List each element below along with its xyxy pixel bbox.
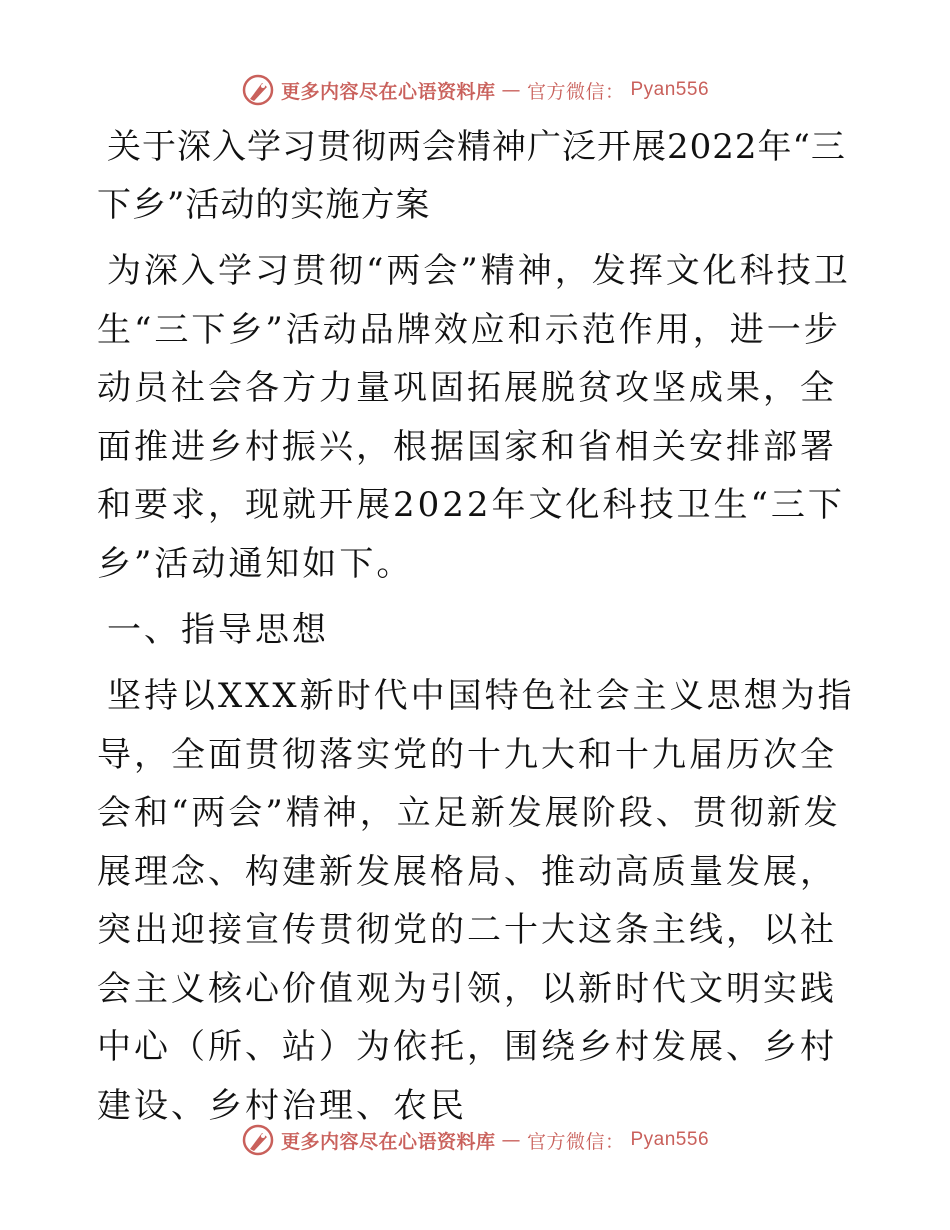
intro-paragraph: 为深入学习贯彻“两会”精神，发挥文化科技卫生“三下乡”活动品牌效应和示范作用，进一步动员社会各方力量巩固拓展脱贫攻坚成果，全面推进乡村振兴，根据国家和省相关安排部署和要求，现就开展2022年文化科技卫生“三下乡”活动通知如下。 <box>97 251 851 584</box>
section-heading-guiding-ideology: 一、指导思想 <box>107 610 329 650</box>
watermark-sub-text: 官方微信： <box>526 80 625 103</box>
pen-nib-logo-icon <box>241 1123 275 1157</box>
document-title: 关于深入学习贯彻两会精神广泛开展2022年“三下乡”活动的实施方案 <box>97 127 846 225</box>
guiding-ideology-paragraph: 坚持以XXX新时代中国特色社会主义思想为指导，全面贯彻落实党的十九大和十九届历次全会和“两会”精神，立足新发展阶段、贯彻新发展理念、构建新发展格局、推动高质量发展，突出迎接宣传贯彻党的二十大这条主线，以社会主义核心价值观为引领，以新时代文明实践中心（所、站）为依托，围绕乡村发展、乡村建设、乡村治理、农民 <box>97 676 855 1126</box>
watermark-main-text: 更多内容尽在心语资料库 <box>280 1130 496 1153</box>
watermark-wechat-id: Pyan556 <box>630 1129 710 1150</box>
watermark-main-text: 更多内容尽在心语资料库 <box>280 80 496 103</box>
header-watermark <box>0 70 950 110</box>
pen-nib-logo-icon <box>241 73 275 107</box>
watermark-wechat-id: Pyan556 <box>630 79 710 100</box>
footer-watermark <box>0 1120 950 1160</box>
watermark-dash: — <box>501 1129 521 1151</box>
document-body <box>97 118 857 1143</box>
watermark-sub-text: 官方微信： <box>526 1130 625 1153</box>
watermark-dash: — <box>501 79 521 101</box>
